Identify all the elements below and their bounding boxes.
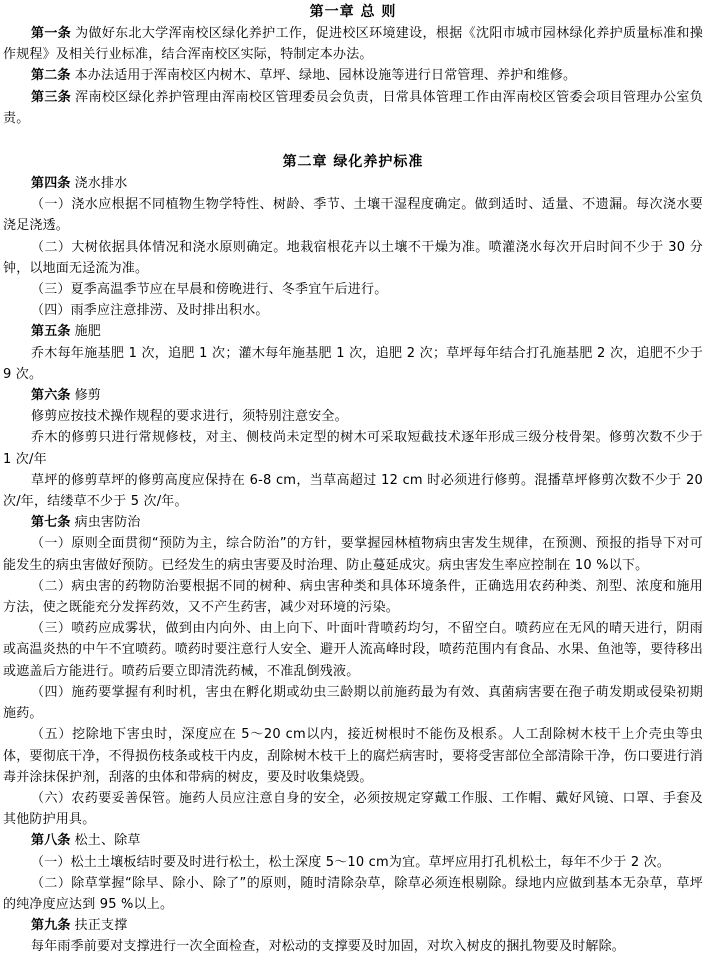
article-6-item: 修剪应按技术操作规程的要求进行，须特别注意安全。 — [31, 409, 348, 425]
article-text: 为做好东北大学浑南校区绿化养护工作，促进校区环境建设，根据《沈阳市城市园林绿化养护质量标准和操作规程》及相关行业标准，结合浑南校区实际，特制定本办法。 — [3, 26, 703, 63]
article-6-item: 乔木的修剪只进行常规修枝，对主、侧枝尚未定型的树木可采取短截技术逐年形成三级分枝骨架。修剪次数不少于 1 次/年 — [3, 430, 703, 467]
document-page — [0, 2, 707, 958]
article-text: 浑南校区绿化养护管理由浑南校区管理委员会负责，日常具体管理工作由浑南校区管委会项目管理办公室负责。 — [3, 89, 703, 126]
article-2 — [3, 65, 703, 86]
article-5-item: 乔木每年施基肥 1 次，追肥 1 次；灌木每年施基肥 1 次，追肥 2 次；草坪每年结合打孔施基肥 2 次，追肥不少于 9 次。 — [3, 345, 703, 382]
article-label: 第六条 — [31, 388, 71, 404]
article-4-heading — [3, 173, 703, 194]
article-5-heading — [3, 321, 703, 342]
article-4-item: （一）浇水应根据不同植物生物学特性、树龄、季节、土壤干湿程度确定。做到适时、适量、不遗漏。每次浇水要浇足浇透。 — [3, 197, 703, 234]
article-9-item: 每年雨季前要对支撑进行一次全面检查，对松动的支撑要及时加固，对坎入树皮的捆扎物要及时解除。 — [31, 939, 626, 955]
article-9-heading — [3, 915, 703, 936]
article-6-heading — [3, 385, 703, 406]
article-heading: 施肥 — [74, 324, 102, 340]
article-4-item: （二）大树依据具体情况和浇水原则确定。地栽宿根花卉以土壤不干燥为准。喷灌浇水每次开启时间不少于 30 分钟，以地面无迳流为准。 — [3, 239, 703, 276]
article-7-heading — [3, 512, 703, 533]
article-label: 第七条 — [31, 515, 71, 531]
article-4-item: （四）雨季应注意排涝、及时排出积水。 — [31, 303, 269, 319]
article-label: 第四条 — [31, 176, 71, 192]
article-7-item: （四）施药要掌握有利时机，害虫在孵化期或幼虫三龄期以前施药最为有效、真菌病害要在孢子萌发期或侵染初期施药。 — [3, 684, 703, 722]
article-label: 第九条 — [31, 918, 71, 934]
article-label: 第三条 — [31, 89, 72, 105]
article-7-item: （三）喷药应成雾状，做到由内向外、由上向下、叶面叶背喷药均匀，不留空白。喷药应在无风的晴天进行，阴雨或高温炎热的中午不宜喷药。喷药时要注意行人安全、避开人流高峰时段，喷药范围内有食品、水果、鱼池等，要待移出或遮盖后方能进行。喷药后要立即清洗药械，不准乱倒残液。 — [3, 621, 703, 679]
article-8-item: （一）松土土壤板结时要及时进行松土，松土深度 5～10 cm为宜。草坪应用打孔机松土，每年不少于 2 次。 — [31, 854, 671, 870]
article-7-item: （二）病虫害的药物防治要根据不同的树种、病虫害种类和具体环境条件，正确选用农药种类、剂型、浓度和施用方法，使之既能充分发挥药效，又不产生药害，减少对环境的污染。 — [3, 578, 703, 616]
article-label: 第二条 — [31, 68, 71, 84]
article-4-item: （三）夏季高温季节应在早晨和傍晚进行、冬季宜午后进行。 — [31, 282, 388, 298]
chapter-1-title: 第一章 总 则 — [309, 4, 397, 20]
article-1 — [3, 23, 703, 65]
article-label: 第八条 — [31, 833, 71, 849]
article-heading: 浇水排水 — [74, 176, 128, 192]
article-8-heading — [3, 830, 703, 851]
article-6-item: 草坪的修剪草坪的修剪高度应保持在 6-8 cm，当草高超过 12 cm 时必须进行修剪。混播草坪修剪次数不少于 20 次/年，结缕草不少于 5 次/年。 — [3, 472, 703, 510]
article-heading: 松土、除草 — [74, 833, 141, 849]
article-3 — [3, 87, 703, 129]
article-heading: 病虫害防治 — [74, 515, 141, 531]
article-heading: 修剪 — [74, 388, 102, 404]
article-label: 第一条 — [31, 26, 72, 41]
article-7-item: （五）挖除地下害虫时，深度应在 5～20 cm以内，接近树根时不能伤及根系。人工刮除树木枝干上介壳虫等虫体，要彻底干净，不得损伤枝条或枝干内皮，刮除树木枝干上的腐烂病害时，要将受害部位全部清除干净，伤口要进行消毒并涂抹保护剂，刮落的虫体和带病的树皮，要及时收集烧毁。 — [3, 727, 703, 785]
article-8-item: （二）除草掌握“除早、除小、除了”的原则，随时清除杂草，除草必须连根剔除。绿地内应做到基本无杂草，草坪的纯净度应达到 95 %以上。 — [3, 875, 703, 912]
article-heading: 扶正支撑 — [74, 918, 128, 934]
article-7-item: （六）农药要妥善保管。施药人员应注意自身的安全，必须按规定穿戴工作服、工作帽、戴好风镜、口罩、手套及其他防护用具。 — [3, 790, 703, 828]
article-text: 本办法适用于浑南校区内树木、草坪、绿地、园林设施等进行日常管理、养护和维修。 — [74, 68, 577, 84]
chapter-2-title: 第二章 绿化养护标准 — [282, 154, 424, 171]
article-7-item: （一）原则全面贯彻“预防为主，综合防治”的方针，要掌握园林植物病虫害发生规律，在预测、预报的指导下对可能发生的病虫害做好预防。已经发生的病虫害要及时治理、防止蔓延成灾。病虫害发生率应控制在 10 %以下。 — [3, 536, 703, 573]
article-label: 第五条 — [31, 324, 71, 340]
